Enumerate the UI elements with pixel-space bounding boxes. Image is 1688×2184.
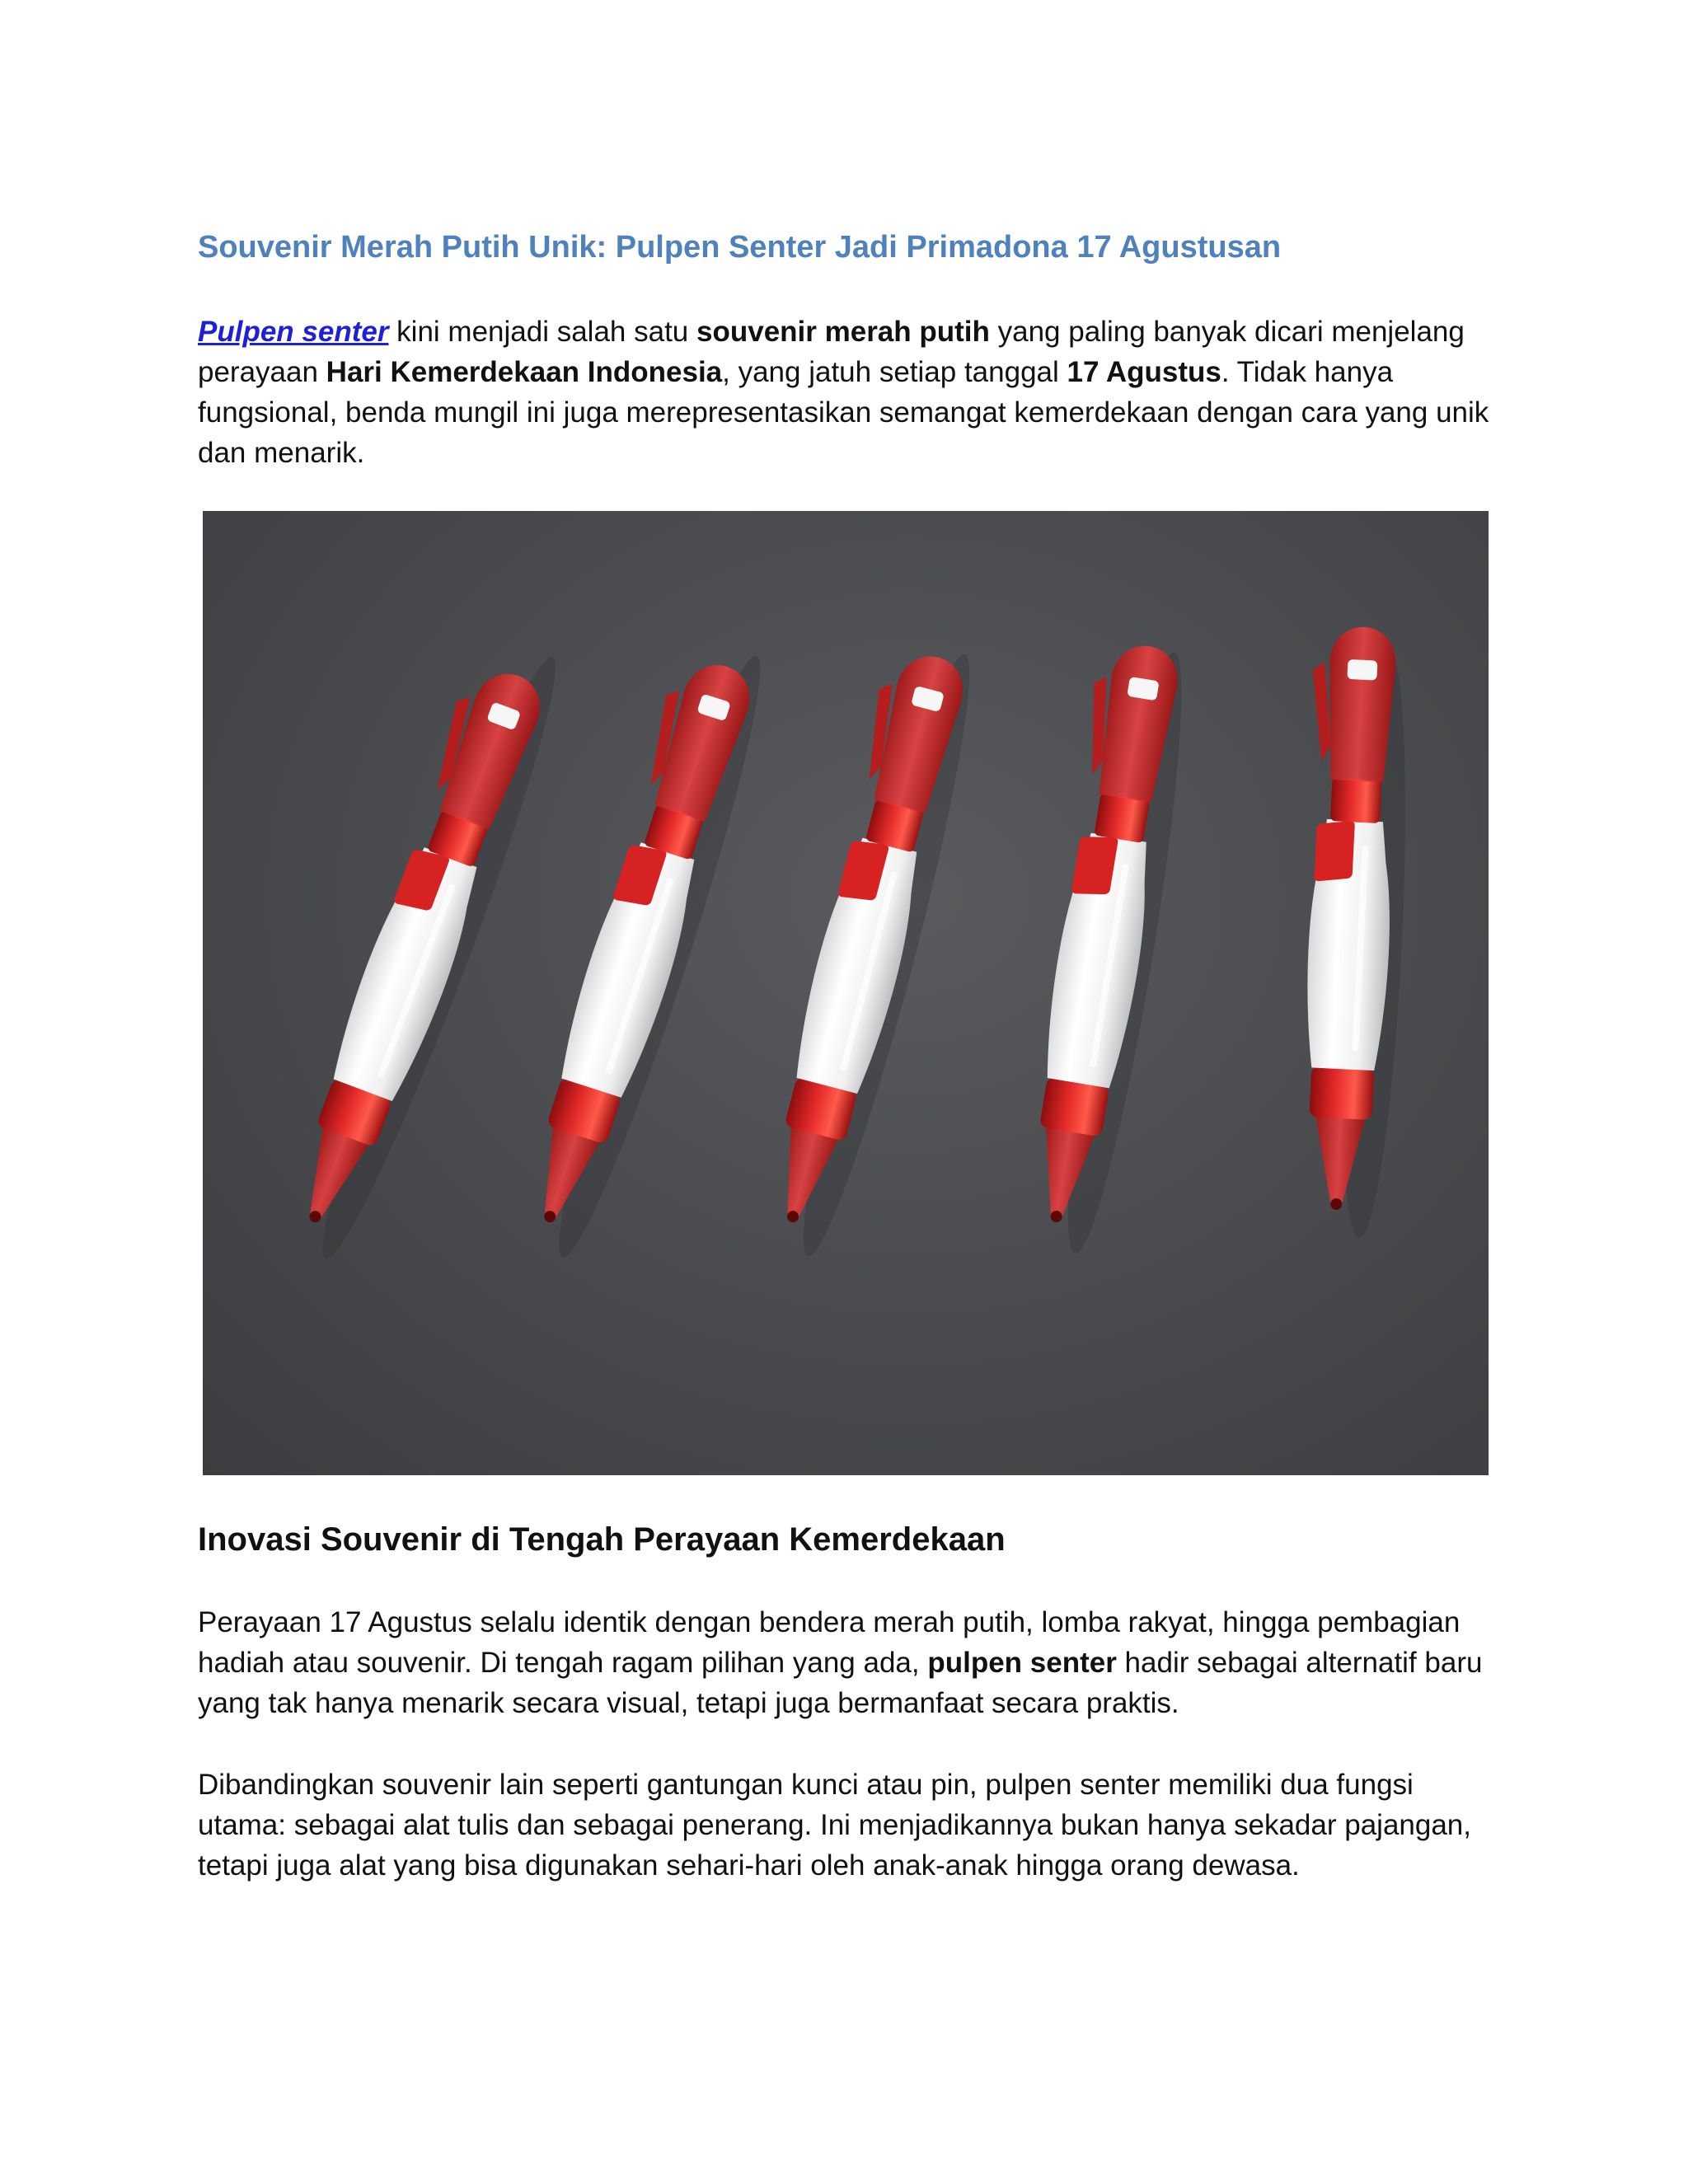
intro-text-3: , yang jatuh setiap tanggal [722,356,1067,388]
section-paragraph-2: Dibandingkan souvenir lain seperti gantungan kunci atau pin, pulpen senter memiliki dua fungsi utama: sebagai alat tulis dan sebagai penerang. Ini menjadikannya bukan hanya sekadar pajangan, tetapi juga alat yang bisa digunakan sehari-hari oleh anak-anak hingga orang dewasa. [198,1769,1471,1882]
section-p1-text-2: hadir sebagai alternatif baru yang tak hanya menarik secara visual, tetapi juga bermanfaat secara praktis. [198,1647,1483,1719]
section-p1-text-1: Perayaan 17 Agustus selalu identik dengan bendera merah putih, lomba rakyat, hingga pembagian hadiah atau souvenir. Di tengah ragam pilihan yang ada, [198,1606,1461,1679]
pen-5 [1285,625,1417,1240]
pens-photo [203,511,1489,1475]
intro-text-1: kini menjadi salah satu [388,316,696,348]
pen-3 [736,635,992,1263]
intro-bold-2: Hari Kemerdekaan Indonesia [326,356,723,388]
document-body [198,223,1492,1886]
intro-paragraph [198,312,1492,473]
section-p1-bold: pulpen senter [927,1647,1117,1679]
intro-bold-3: 17 Agustus [1067,356,1221,388]
intro-bold-1: souvenir merah putih [696,316,990,348]
pulpen-senter-link[interactable]: Pulpen senter [198,316,389,348]
section-heading: Inovasi Souvenir di Tengah Perayaan Kemerdekaan [198,1521,1006,1558]
intro-text-4: . Tidak hanya fungsional, benda mungil ini juga merepresentasikan semangat kemerdekaan dengan cara yang unik dan menarik. [198,356,1489,469]
intro-text-2: yang paling banyak dicari menjelang perayaan [198,316,1465,388]
pens-illustration [203,511,1489,1475]
section-paragraph-1 [198,1602,1492,1723]
pen-1 [256,630,579,1268]
page-title: Souvenir Merah Putih Unik: Pulpen Senter Jadi Primadona 17 Agustusan [198,230,1282,265]
pen-4 [1002,639,1203,1258]
